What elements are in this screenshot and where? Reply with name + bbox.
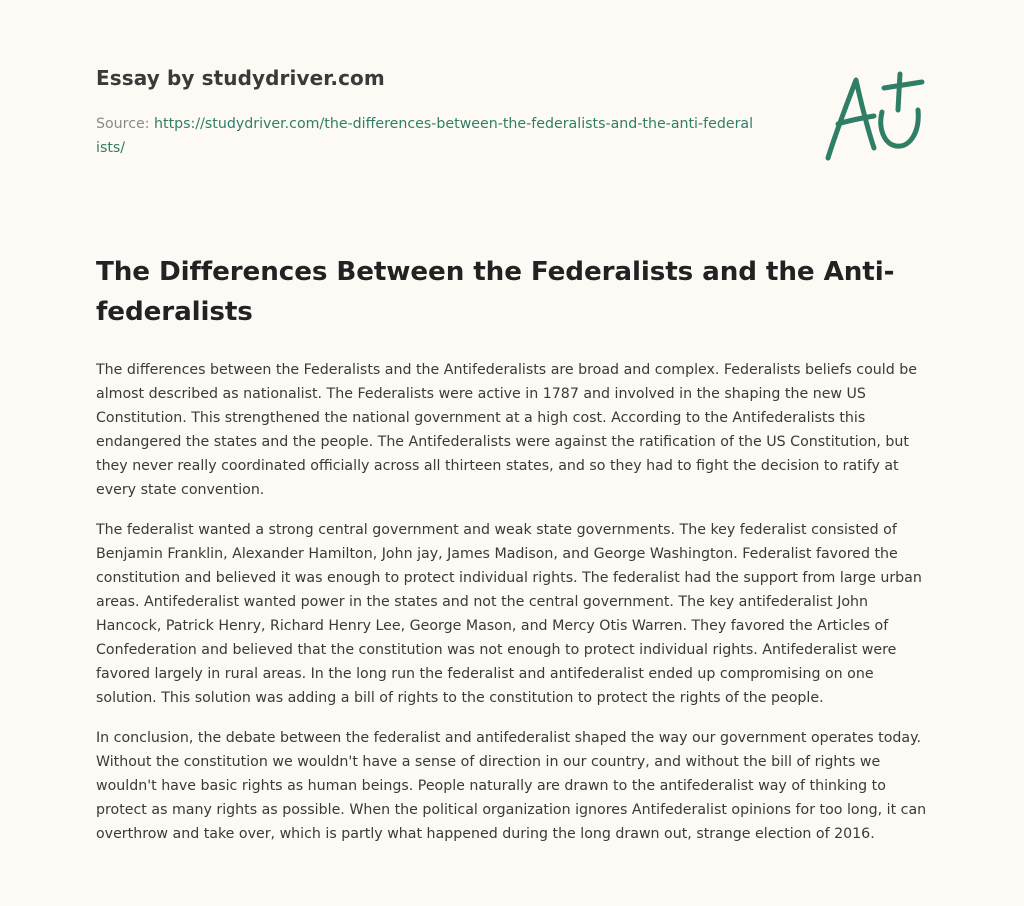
essay-title: The Differences Between the Federalists and the Anti-federalists bbox=[96, 257, 895, 327]
essay-paragraph: The differences between the Federalists and the Antifederalists are broad and complex. Federalists beliefs could be almost described as nationalist. The Federalists were active in 1787 and involved in the shaping the new US Constitution. This strengthened the national government at a high cost. According to the Antifederalists this endangered the states and the people. The Antifederalists were against the ratification of the US Constitution, but they never really coordinated officially across all thirteen states, and so they had to fight the decision to ratify at every state convention. bbox=[96, 362, 917, 498]
a-plus-logo-icon bbox=[818, 66, 930, 166]
source-link[interactable]: https://studydriver.com/the-differences-between-the-federalists-and-the-anti-federalists/ bbox=[96, 116, 754, 156]
essay-paragraph: The federalist wanted a strong central government and weak state governments. The key federalist consisted of Benjamin Franklin, Alexander Hamilton, John jay, James Madison, and George Washington. Federalist favored the constitution and believed it was enough to protect individual rights. The federalist had the support from large urban areas. Antifederalist wanted power in the states and not the central government. The key antifederalist John Hancock, Patrick Henry, Richard Henry Lee, George Mason, and Mercy Otis Warren. They favored the Articles of Confederation and believed that the constitution was not enough to protect individual rights. Antifederalist were favored largely in rural areas. In the long run the federalist and antifederalist ended up compromising on one solution. This solution was adding a bill of rights to the constitution to protect the rights of the people. bbox=[96, 522, 922, 706]
essay-article bbox=[96, 252, 932, 862]
essay-paragraph: In conclusion, the debate between the federalist and antifederalist shaped the way our government operates today. Without the constitution we wouldn't have a sense of direction in our country, and without the bill of rights we wouldn't have basic rights as human beings. People naturally are drawn to the antifederalist way of thinking to protect as many rights as possible. When the political organization ignores Antifederalist opinions for too long, it can overthrow and take over, which is partly what happened during the long drawn out, strange election of 2016. bbox=[96, 730, 927, 842]
site-title: Essay by studydriver.com bbox=[96, 66, 385, 90]
page-header bbox=[96, 64, 796, 160]
source-line bbox=[96, 112, 756, 160]
source-label: Source: bbox=[96, 116, 155, 132]
